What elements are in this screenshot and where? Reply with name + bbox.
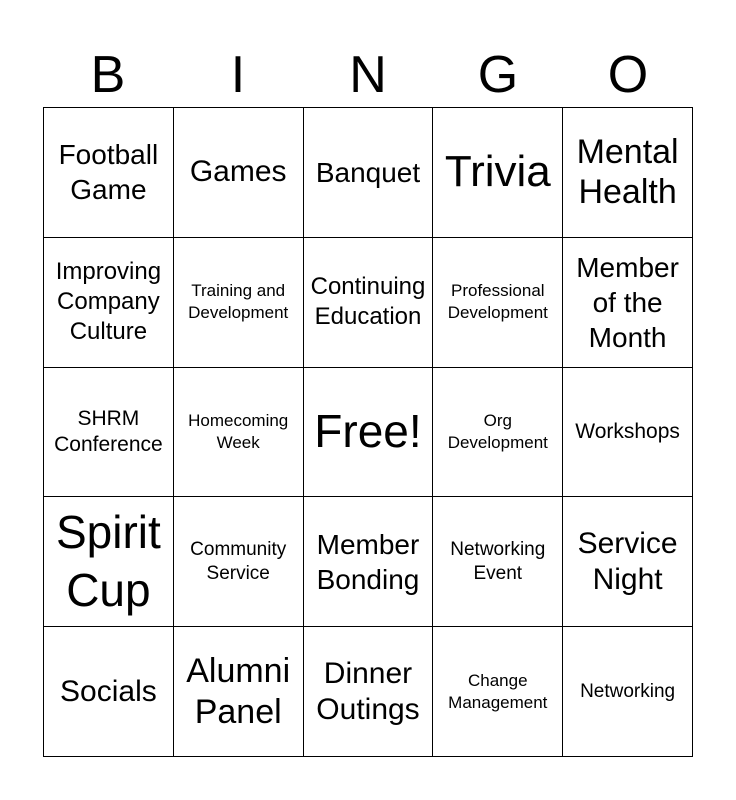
bingo-cell[interactable]: Games (174, 108, 304, 238)
bingo-cell[interactable]: Spirit Cup (44, 497, 174, 627)
bingo-cell[interactable]: Continuing Education (304, 238, 434, 368)
bingo-cell[interactable]: Banquet (304, 108, 434, 238)
bingo-cell[interactable]: Org Development (433, 368, 563, 498)
bingo-cell[interactable]: Community Service (174, 497, 304, 627)
bingo-cell[interactable]: Networking Event (433, 497, 563, 627)
bingo-cell[interactable]: Training and Development (174, 238, 304, 368)
bingo-cell[interactable]: Mental Health (563, 108, 693, 238)
bingo-cell[interactable]: Improving Company Culture (44, 238, 174, 368)
bingo-cell[interactable]: Service Night (563, 497, 693, 627)
bingo-cell[interactable]: SHRM Conference (44, 368, 174, 498)
bingo-header (43, 44, 693, 106)
bingo-cell[interactable]: Trivia (433, 108, 563, 238)
header-letter-o: O (607, 46, 649, 104)
header-letter-i: I (230, 46, 246, 104)
bingo-cell[interactable]: Workshops (563, 368, 693, 498)
header-letter-b: B (90, 46, 126, 104)
bingo-cell[interactable]: Professional Development (433, 238, 563, 368)
bingo-cell[interactable]: Dinner Outings (304, 627, 434, 757)
bingo-cell[interactable]: Member of the Month (563, 238, 693, 368)
free-space-cell[interactable]: Free! (304, 368, 434, 498)
bingo-cell[interactable]: Football Game (44, 108, 174, 238)
bingo-cell[interactable]: Homecoming Week (174, 368, 304, 498)
header-letter-n: N (349, 46, 387, 104)
bingo-cell[interactable]: Alumni Panel (174, 627, 304, 757)
bingo-cell[interactable]: Networking (563, 627, 693, 757)
header-letter-g: G (477, 46, 519, 104)
bingo-cell[interactable]: Socials (44, 627, 174, 757)
bingo-card-grid (43, 107, 693, 757)
bingo-cell[interactable]: Member Bonding (304, 497, 434, 627)
bingo-cell[interactable]: Change Management (433, 627, 563, 757)
